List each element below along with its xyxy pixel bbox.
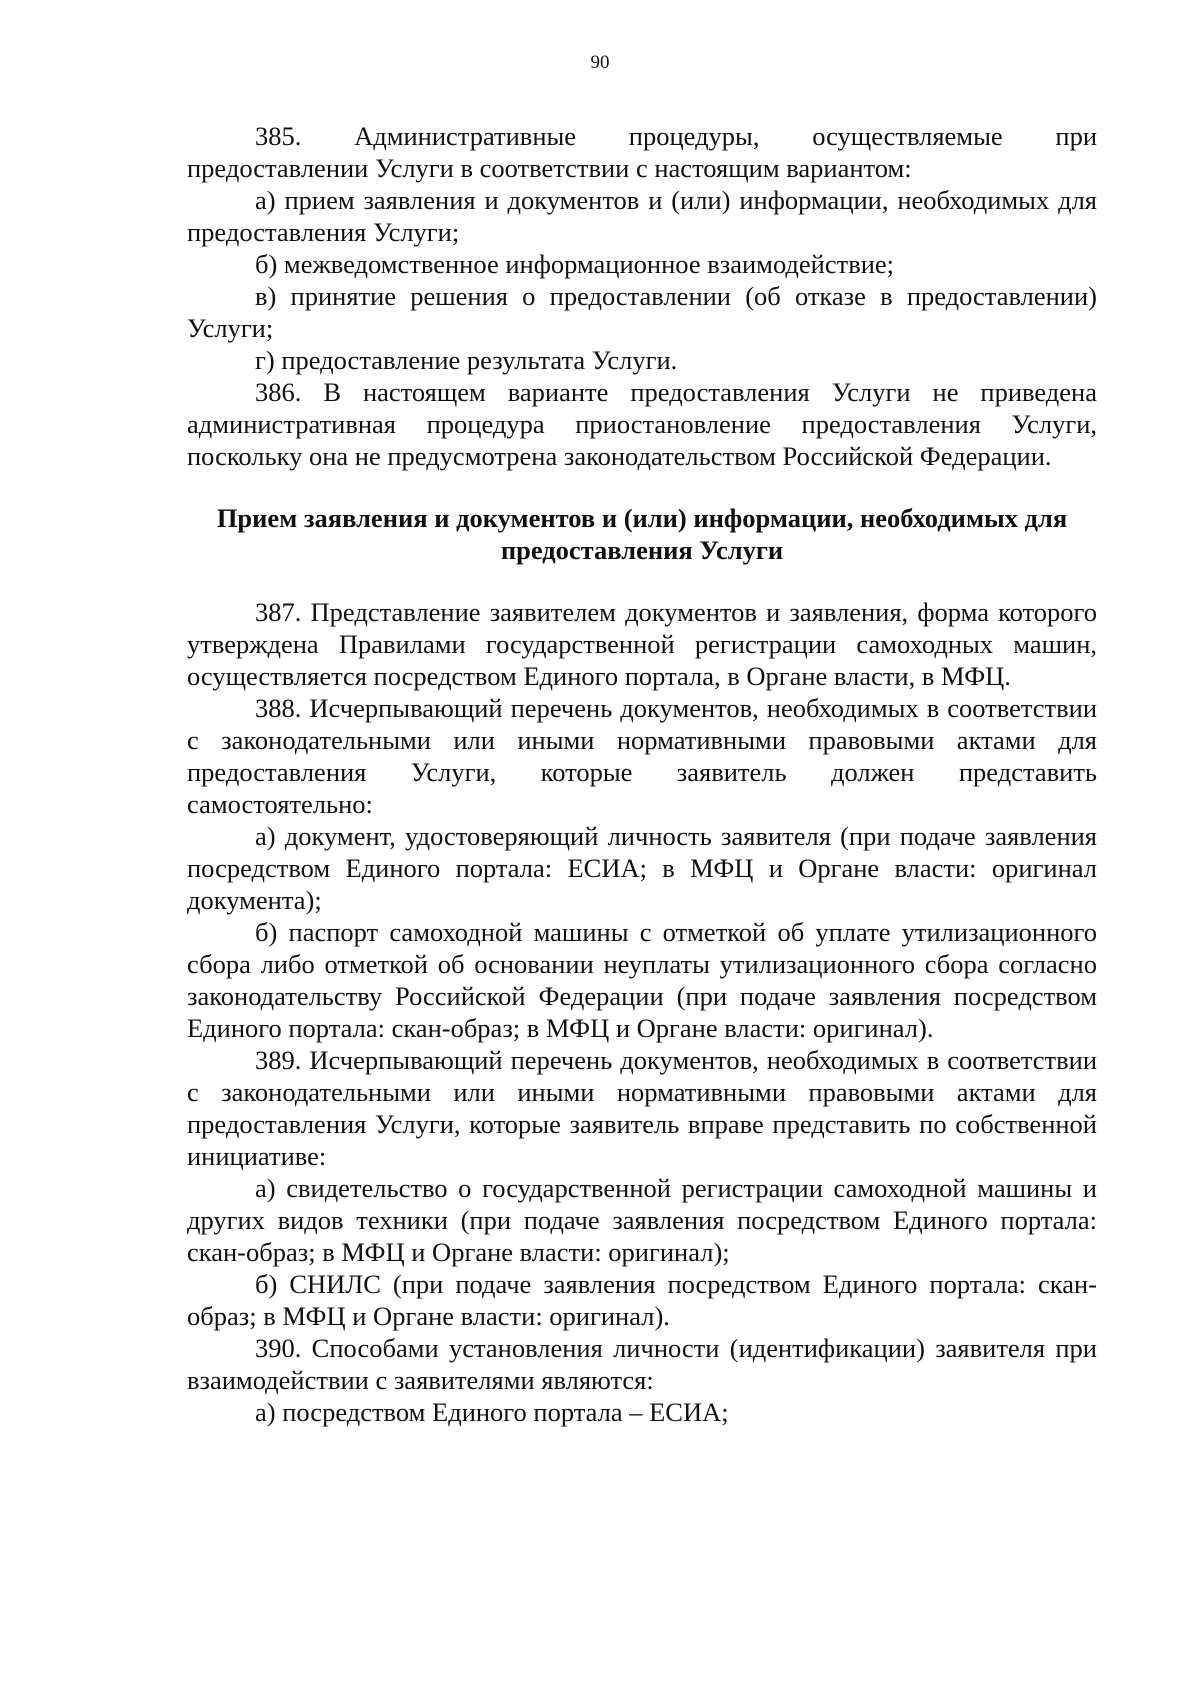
- page-number: 90: [590, 52, 610, 73]
- list-item-385-v: в) принятие решения о предоставлении (об отказе в предоставлении) Услуги;: [187, 281, 1097, 343]
- list-item-385-b: б) межведомственное информационное взаимодействие;: [255, 249, 895, 279]
- section-heading: Прием заявления и документов и (или) информации, необходимых для предоставления Услуги: [216, 503, 1068, 565]
- paragraph-387: 387. Представление заявителем документов и заявления, форма которого утверждена Правилами государственной регистрации самоходных машин, осуществляется посредством Единого портала, в Органе власти, в МФЦ.: [187, 597, 1097, 691]
- paragraph-386: 386. В настоящем варианте предоставления Услуги не приведена административная процедура приостановление предоставления Услуги, поскольку она не предусмотрена законодательством Российской Федерации.: [187, 377, 1097, 471]
- list-item-388-a: а) документ, удостоверяющий личность заявителя (при подаче заявления посредством Единого портала: ЕСИА; в МФЦ и Органе власти: оригинал документа);: [187, 821, 1097, 915]
- list-item-385-g: г) предоставление результата Услуги.: [255, 345, 678, 375]
- paragraph-385: 385. Административные процедуры, осуществляемые при предоставлении Услуги в соответствии с настоящим вариантом:: [187, 121, 1097, 183]
- list-item-385-a: а) прием заявления и документов и (или) информации, необходимых для предоставления Услуги;: [187, 185, 1097, 247]
- list-item-389-b: б) СНИЛС (при подаче заявления посредством Единого портала: скан-образ; в МФЦ и Органе власти: оригинал).: [187, 1269, 1097, 1331]
- document-body: [187, 120, 1097, 1428]
- paragraph-390: 390. Способами установления личности (идентификации) заявителя при взаимодействии с заявителями являются:: [187, 1333, 1097, 1395]
- paragraph-389: 389. Исчерпывающий перечень документов, необходимых в соответствии с законодательными или иными нормативными правовыми актами для предоставления Услуги, которые заявитель вправе представить по собственной инициативе:: [187, 1045, 1097, 1171]
- paragraph-388: 388. Исчерпывающий перечень документов, необходимых в соответствии с законодательными или иными нормативными правовыми актами для предоставления Услуги, которые заявитель должен представить самостоятельно:: [187, 693, 1097, 819]
- list-item-390-a: а) посредством Единого портала – ЕСИА;: [255, 1397, 729, 1427]
- list-item-388-b: б) паспорт самоходной машины с отметкой об уплате утилизационного сбора либо отметкой об основании неуплаты утилизационного сбора согласно законодательству Российской Федерации (при подаче заявления посредством Единого портала: скан-образ; в МФЦ и Органе власти: оригинал).: [187, 917, 1097, 1043]
- list-item-389-a: а) свидетельство о государственной регистрации самоходной машины и других видов техники (при подаче заявления посредством Единого портала: скан-образ; в МФЦ и Органе власти: оригинал);: [187, 1173, 1097, 1267]
